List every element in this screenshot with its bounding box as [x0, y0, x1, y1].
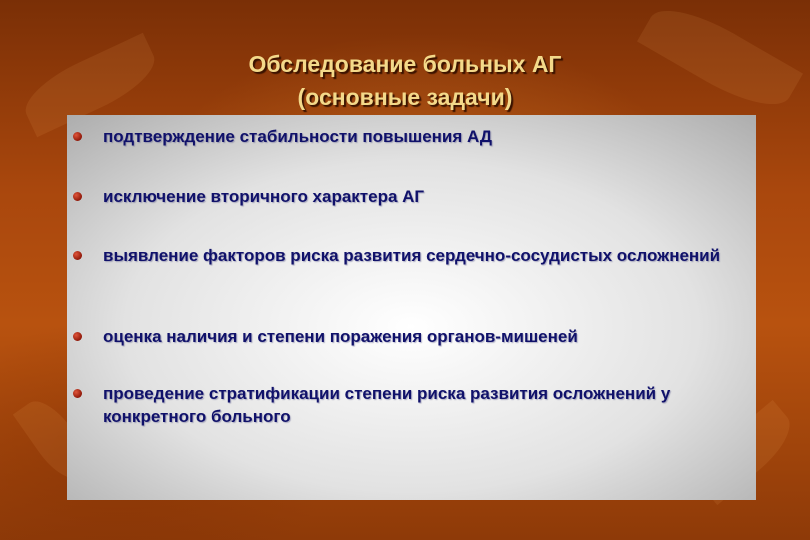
list-item: [103, 185, 748, 208]
list-item: [103, 325, 748, 348]
list-item-text: исключение вторичного характера АГ: [103, 187, 425, 206]
list-item-text: подтверждение стабильности повышения АД: [103, 127, 493, 146]
slide-title-line-1: Обследование больных АГ: [248, 51, 562, 77]
list-item-text: оценка наличия и степени поражения органов-мишеней: [103, 327, 578, 346]
slide-title: [0, 48, 810, 114]
slide-title-line-2: (основные задачи): [297, 84, 513, 110]
list-item: [103, 244, 748, 267]
bullet-icon: [73, 132, 82, 141]
list-item: [103, 382, 748, 428]
bullet-icon: [73, 192, 82, 201]
list-item-text: выявление факторов риска развития сердечно-сосудистых осложнений: [103, 246, 721, 265]
list-item-text: проведение стратификации степени риска развития осложнений у конкретного больного: [103, 384, 671, 426]
bullet-icon: [73, 332, 82, 341]
bullet-icon: [73, 389, 82, 398]
list-item: [103, 125, 748, 148]
bullet-icon: [73, 251, 82, 260]
content-panel: [67, 115, 756, 500]
